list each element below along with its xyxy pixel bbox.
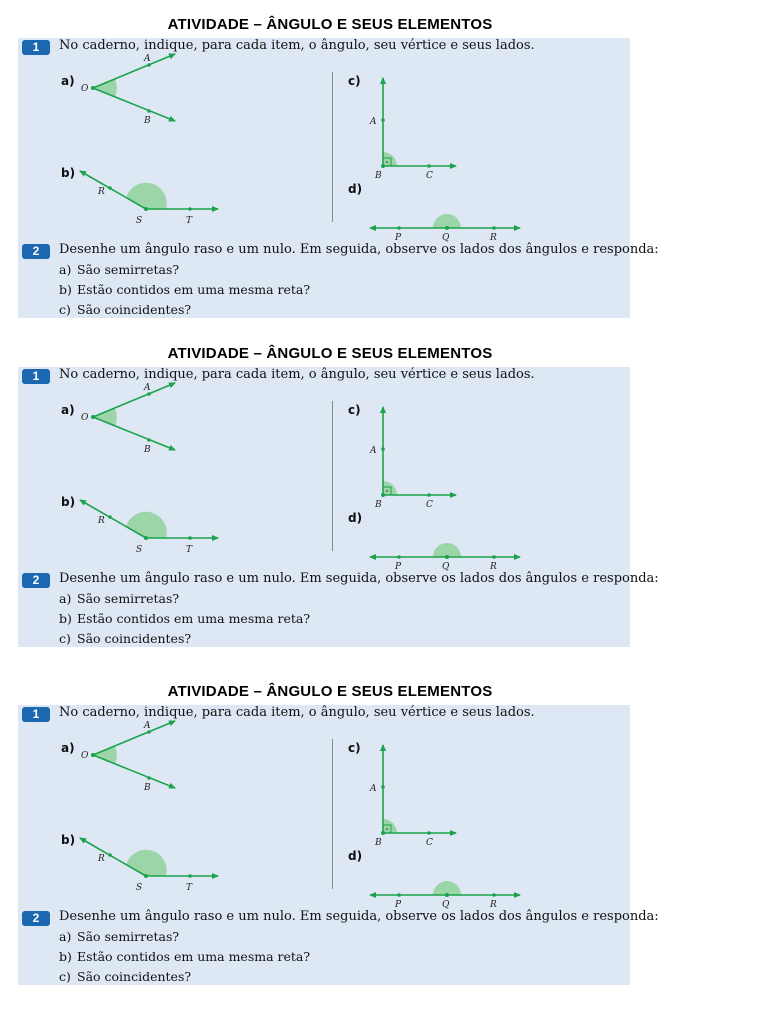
question-2-badge: 2: [22, 244, 50, 259]
point-dot: [108, 853, 112, 857]
right-angle-dot: [386, 161, 388, 163]
sub-text: Estão contidos em uma mesma reta?: [77, 282, 311, 297]
vertex-point: [445, 555, 449, 559]
point-label-Q: Q: [442, 900, 450, 910]
angle-arc: [383, 819, 397, 833]
item-a-label: a): [61, 741, 75, 755]
angle-arc: [433, 543, 461, 557]
point-label-T: T: [186, 216, 193, 226]
point-label-B: B: [144, 116, 151, 126]
sub-label: a): [59, 591, 72, 606]
point-dot: [147, 776, 151, 780]
point-label-R: R: [490, 233, 497, 243]
point-label-B: B: [144, 445, 151, 455]
vertex-point: [91, 86, 95, 90]
exercise-panel: [18, 38, 659, 318]
angle-figures: [18, 38, 630, 243]
figure-c-right-angle: [369, 78, 456, 181]
vertex-point: [445, 226, 449, 230]
sub-text: Estão contidos em uma mesma reta?: [77, 949, 311, 964]
vertex-point: [445, 893, 449, 897]
point-dot: [147, 109, 151, 113]
worksheet-title: ATIVIDADE – ÂNGULO E SEUS ELEMENTOS: [167, 16, 493, 33]
sub-text: São semirretas?: [77, 262, 180, 277]
figure-b-obtuse-angle: [80, 171, 218, 226]
angle-arc: [383, 481, 397, 495]
figure-a-acute-angle: [81, 383, 175, 455]
point-label-P: P: [395, 233, 402, 243]
point-label-B: B: [375, 171, 382, 181]
item-a-label: a): [61, 403, 75, 417]
question-2-item: [59, 929, 179, 944]
worksheet-title: ATIVIDADE – ÂNGULO E SEUS ELEMENTOS: [167, 345, 493, 362]
angle-arc: [433, 881, 461, 895]
figure-d-straight-angle: [370, 543, 520, 572]
point-dot: [492, 555, 496, 559]
question-2-item: [59, 949, 310, 964]
point-label-S: S: [136, 545, 143, 555]
ray-OA: [93, 54, 175, 88]
angle-arc: [93, 408, 117, 426]
question-2-item: [59, 262, 179, 277]
point-dot: [397, 226, 401, 230]
question-2-badge: 2: [22, 573, 50, 588]
sub-label: c): [59, 302, 71, 317]
sub-label: b): [59, 949, 72, 964]
point-dot: [188, 874, 192, 878]
point-label-A: A: [370, 784, 377, 794]
exercise-panel: [18, 367, 659, 647]
item-c-label: c): [348, 403, 361, 417]
ray-OB: [93, 88, 175, 121]
sub-label: c): [59, 969, 71, 984]
point-label-Q: Q: [442, 562, 450, 572]
point-label-O: O: [81, 84, 89, 94]
figure-b-obtuse-angle: [80, 500, 218, 555]
point-dot: [108, 515, 112, 519]
worksheet-title: ATIVIDADE – ÂNGULO E SEUS ELEMENTOS: [167, 683, 493, 700]
vertex-point: [381, 164, 385, 168]
point-label-R: R: [490, 562, 497, 572]
point-label-A: A: [370, 446, 377, 456]
sub-label: c): [59, 631, 71, 646]
figure-c-right-angle: [369, 745, 456, 848]
figure-d-straight-angle: [370, 881, 520, 910]
point-label-R: R: [98, 187, 105, 197]
sub-label: a): [59, 929, 72, 944]
angle-arc: [126, 850, 167, 876]
point-dot: [147, 438, 151, 442]
question-2-item: [59, 591, 179, 606]
vertex-point: [144, 874, 148, 878]
figure-a-acute-angle: [81, 721, 175, 793]
question-2-badge: 2: [22, 911, 50, 926]
figure-c-right-angle: [369, 407, 456, 510]
point-label-A: A: [370, 117, 377, 127]
angle-arc: [126, 183, 167, 209]
question-2-item: [59, 611, 310, 626]
sub-text: São semirretas?: [77, 591, 180, 606]
sub-text: São coincidentes?: [77, 302, 192, 317]
sub-label: b): [59, 611, 72, 626]
point-label-O: O: [81, 413, 89, 423]
point-label-R: R: [98, 854, 105, 864]
right-angle-dot: [386, 490, 388, 492]
item-b-label: b): [61, 833, 76, 847]
point-label-S: S: [136, 883, 143, 893]
sub-text: São semirretas?: [77, 929, 180, 944]
exercise-panel: [18, 705, 659, 985]
vertex-point: [144, 207, 148, 211]
point-dot: [427, 831, 431, 835]
ray-OA: [93, 383, 175, 417]
question-2-item: [59, 302, 191, 317]
point-dot: [381, 785, 385, 789]
point-label-P: P: [395, 900, 402, 910]
question-2-item: [59, 282, 310, 297]
angle-arc: [93, 79, 117, 97]
ray-OB: [93, 755, 175, 788]
angle-arc: [126, 512, 167, 538]
question-1-text: No caderno, indique, para cada item, o ângulo, seu vértice e seus lados.: [59, 367, 535, 382]
angle-arc: [433, 214, 461, 228]
right-angle-dot: [386, 828, 388, 830]
point-label-A: A: [144, 383, 151, 393]
figure-d-straight-angle: [370, 214, 520, 243]
item-d-label: d): [348, 182, 363, 196]
point-label-P: P: [395, 562, 402, 572]
item-d-label: d): [348, 849, 363, 863]
point-label-Q: Q: [442, 233, 450, 243]
item-d-label: d): [348, 511, 363, 525]
sub-text: Estão contidos em uma mesma reta?: [77, 611, 311, 626]
point-label-T: T: [186, 545, 193, 555]
sub-text: São coincidentes?: [77, 969, 192, 984]
angle-arc: [93, 746, 117, 764]
angle-arc: [383, 152, 397, 166]
item-c-label: c): [348, 741, 361, 755]
point-dot: [188, 207, 192, 211]
point-label-C: C: [426, 171, 433, 181]
point-label-A: A: [144, 721, 151, 731]
angle-figures: [18, 367, 630, 572]
point-label-R: R: [98, 516, 105, 526]
sub-label: b): [59, 282, 72, 297]
point-dot: [188, 536, 192, 540]
point-label-O: O: [81, 751, 89, 761]
question-1-badge: 1: [22, 40, 50, 55]
point-label-R: R: [490, 900, 497, 910]
point-dot: [381, 118, 385, 122]
question-2-item: [59, 969, 191, 984]
figure-b-obtuse-angle: [80, 838, 218, 893]
vertex-point: [91, 753, 95, 757]
vertex-point: [91, 415, 95, 419]
point-dot: [492, 893, 496, 897]
vertex-point: [381, 831, 385, 835]
point-dot: [492, 226, 496, 230]
ray-OB: [93, 417, 175, 450]
point-label-A: A: [144, 54, 151, 64]
vertex-point: [144, 536, 148, 540]
point-label-B: B: [375, 838, 382, 848]
item-c-label: c): [348, 74, 361, 88]
vertex-point: [381, 493, 385, 497]
point-dot: [397, 555, 401, 559]
question-1-badge: 1: [22, 369, 50, 384]
point-label-S: S: [136, 216, 143, 226]
sub-text: São coincidentes?: [77, 631, 192, 646]
point-label-C: C: [426, 500, 433, 510]
ray-OA: [93, 721, 175, 755]
question-1-text: No caderno, indique, para cada item, o ângulo, seu vértice e seus lados.: [59, 38, 535, 53]
question-2-text: Desenhe um ângulo raso e um nulo. Em seguida, observe os lados dos ângulos e responda:: [59, 242, 659, 257]
item-b-label: b): [61, 495, 76, 509]
question-2-text: Desenhe um ângulo raso e um nulo. Em seguida, observe os lados dos ângulos e responda:: [59, 571, 659, 586]
point-label-B: B: [144, 783, 151, 793]
item-a-label: a): [61, 74, 75, 88]
point-label-B: B: [375, 500, 382, 510]
question-2-text: Desenhe um ângulo raso e um nulo. Em seguida, observe os lados dos ângulos e responda:: [59, 909, 659, 924]
point-dot: [108, 186, 112, 190]
sub-label: a): [59, 262, 72, 277]
item-b-label: b): [61, 166, 76, 180]
point-dot: [427, 493, 431, 497]
point-dot: [397, 893, 401, 897]
point-dot: [427, 164, 431, 168]
question-1-badge: 1: [22, 707, 50, 722]
question-1-text: No caderno, indique, para cada item, o ângulo, seu vértice e seus lados.: [59, 705, 535, 720]
figure-a-acute-angle: [81, 54, 175, 126]
question-2-item: [59, 631, 191, 646]
point-label-T: T: [186, 883, 193, 893]
angle-figures: [18, 705, 630, 910]
point-label-C: C: [426, 838, 433, 848]
point-dot: [381, 447, 385, 451]
